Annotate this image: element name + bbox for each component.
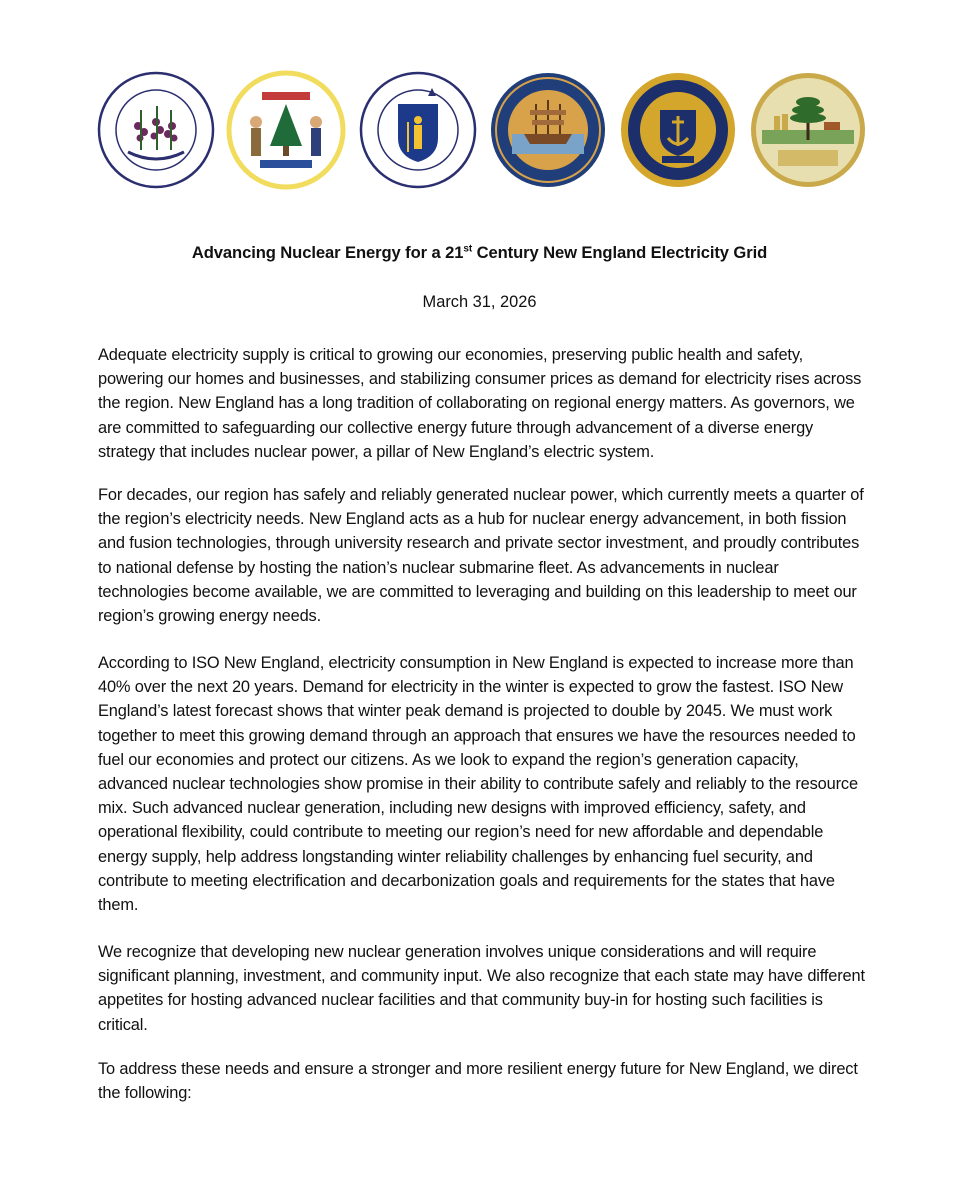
massachusetts-seal-graphic xyxy=(358,70,478,190)
title-superscript: st xyxy=(463,243,473,255)
body-paragraph xyxy=(98,343,868,464)
connecticut-seal-graphic xyxy=(96,70,216,190)
vermont-seal-graphic xyxy=(748,70,868,190)
maine-seal xyxy=(226,70,346,190)
title-rest: Century New England Electricity Grid xyxy=(472,243,768,262)
connecticut-seal xyxy=(96,70,216,190)
paragraph-text: We recognize that developing new nuclear generation involves unique considerations and will require significant planning, investment, and community input. We also recognize that each state may have different appetites for hosting advanced nuclear facilities and that community buy-in for hosting such facilities is critical. xyxy=(98,943,865,1034)
paragraph-text: To address these needs and ensure a stronger and more resilient energy future for New England, we direct the following: xyxy=(98,1060,858,1103)
body-paragraph xyxy=(98,1057,868,1105)
new-hampshire-seal-graphic xyxy=(488,70,608,190)
title-main: Advancing Nuclear Energy for a 21 xyxy=(191,243,464,262)
document-date: March 31, 2026 xyxy=(422,293,537,311)
document-title xyxy=(0,243,959,263)
paragraph-text: For decades, our region has safely and reliably generated nuclear power, which currently meets a quarter of the region’s electricity needs. New England acts as a hub for nuclear energy advancement, in both fission and fusion technologies, through university research and private sector investment, and proudly contributes to national defense by hosting the nation’s nuclear submarine fleet. As advancements in nuclear technologies become available, we are committed to leveraging and building on this leadership to meet our region’s growing energy needs. xyxy=(98,486,864,626)
massachusetts-seal xyxy=(358,70,478,190)
paragraph-text: Adequate electricity supply is critical to growing our economies, preserving public health and safety, powering our homes and businesses, and stabilizing consumer prices as demand for electricity rises across the region. New England has a long tradition of collaborating on regional energy matters. As governors, we are committed to safeguarding our collective energy future through advancement of a diverse energy strategy that includes nuclear power, a pillar of New England’s electric system. xyxy=(98,346,862,461)
rhode-island-seal xyxy=(618,70,738,190)
vermont-seal xyxy=(748,70,868,190)
rhode-island-seal-graphic xyxy=(618,70,738,190)
new-hampshire-seal xyxy=(488,70,608,190)
state-seals-row xyxy=(96,70,866,194)
maine-seal-graphic xyxy=(226,70,346,190)
body-paragraph xyxy=(98,483,868,628)
body-paragraph xyxy=(98,940,868,1037)
paragraph-text: According to ISO New England, electricity consumption in New England is expected to increase more than 40% over the next 20 years. Demand for electricity in the winter is expected to grow the fastest. ISO New England’s latest forecast shows that winter peak demand is projected to double by 2045. We must work together to meet this growing demand through an approach that ensures we have the resources needed to fuel our economies and protect our citizens. As we look to expand the region’s generation capacity, advanced nuclear technologies show promise in their ability to contribute safely and reliably to the resource mix. Such advanced nuclear generation, including new designs with improved efficiency, safety, and operational flexibility, could contribute to meeting our region’s need for new affordable and dependable energy supply, help address longstanding winter reliability challenges by enhancing fuel security, and contribute to meeting electrification and decarbonization goals and requirements for the states that have them. xyxy=(98,654,858,915)
body-paragraph xyxy=(98,651,868,917)
